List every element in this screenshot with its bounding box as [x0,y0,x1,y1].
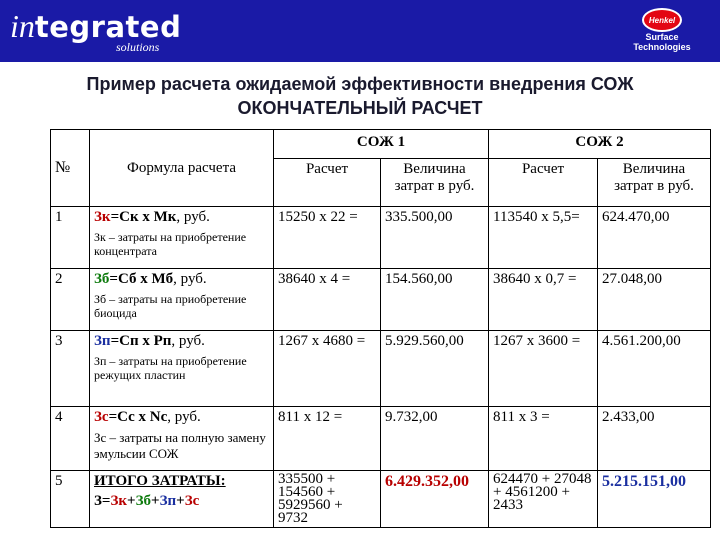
total-value-2: 5.215.151,00 [602,473,686,490]
calc-cell: 1267 х 4680 = [274,331,381,407]
total-formula-k: Зк [110,493,128,509]
formula-right: =Сб х Мб [109,271,174,287]
formula [94,409,201,425]
formula-cell [90,269,274,331]
total-formula-z: З= [94,493,111,509]
formula-unit: , руб. [176,209,210,225]
sub-value-1: Величина затрат в руб. [381,159,489,207]
title-line-1: Пример расчета ожидаемой эффективности внедрения СОЖ [86,74,634,94]
total-formula-plus-1: + [127,493,136,509]
formula-left: Зб [94,271,110,287]
sub-value-2: Величина затрат в руб. [598,159,711,207]
value-cell: 27.048,00 [598,269,711,331]
col-number-header: № [51,130,90,207]
formula-note: Зб – затраты на приобретение биоцида [94,292,247,320]
formula-cell [90,407,274,471]
calc-cell: 15250 х 22 = [274,207,381,269]
logo-subtitle: solutions [116,40,160,54]
formula-note: Зк – затраты на приобретение концентрата [94,230,247,258]
total-formula-b: Зб [135,493,152,509]
calc-cell: 1267 х 3600 = [489,331,598,407]
col-formula-header: Формула расчета [90,130,274,207]
table-row [51,407,711,471]
row-number: 4 [51,407,90,471]
row-number: 5 [51,471,90,528]
formula [94,209,210,225]
calc-cell: 811 х 12 = [274,407,381,471]
row-number: 2 [51,269,90,331]
henkel-line-2: Technologies [633,42,691,52]
formula [94,271,207,287]
formula-right: =Сп х Рп [110,333,172,349]
title-line-2: ОКОНЧАТЕЛЬНЫЙ РАСЧЕТ [237,98,483,118]
henkel-line-1: Surface [645,32,679,42]
table-row [51,207,711,269]
formula-left: Зс [94,409,109,425]
total-row [51,471,711,528]
formula-cell [90,331,274,407]
value-cell: 154.560,00 [381,269,489,331]
henkel-logo [612,8,712,58]
row-number: 1 [51,207,90,269]
value-cell: 5.929.560,00 [381,331,489,407]
value-cell: 624.470,00 [598,207,711,269]
logo-in: in [10,8,35,44]
formula-cell [90,207,274,269]
formula-right: =Ск х Мк [110,209,177,225]
formula-right: =Сс х Nс [108,409,168,425]
table-row [51,269,711,331]
logo-tegrated: tegrated [34,10,182,44]
formula-note: Зп – затраты на приобретение режущих пластин [94,354,247,382]
formula-unit: , руб. [173,271,207,287]
sub-calc-1: Расчет [274,159,381,207]
header-bar [0,0,720,62]
header-row-1 [51,130,711,159]
total-label: ИТОГО ЗАТРАТЫ: [94,473,226,489]
total-formula-cell [90,471,274,528]
total-formula-s: Зс [184,493,200,509]
formula-left: Зк [94,209,111,225]
total-calc-2: 624470 + 27048 + 4561200 + 2433 [489,471,598,528]
henkel-oval: Henkel [642,8,682,32]
table-row [51,331,711,407]
formula-unit: , руб. [171,333,205,349]
group-sozh2-header: СОЖ 2 [489,130,711,159]
page-title [0,72,720,120]
total-value-1: 6.429.352,00 [385,473,469,490]
value-cell: 335.500,00 [381,207,489,269]
total-formula-plus-3: + [176,493,185,509]
total-formula-p: Зп [159,493,177,509]
formula-left: Зп [94,333,111,349]
calc-cell: 38640 х 4 = [274,269,381,331]
group-sozh1-header: СОЖ 1 [274,130,489,159]
formula [94,333,205,349]
calc-cell: 38640 х 0,7 = [489,269,598,331]
value-cell: 4.561.200,00 [598,331,711,407]
value-cell: 9.732,00 [381,407,489,471]
value-cell: 2.433,00 [598,407,711,471]
row-number: 3 [51,331,90,407]
formula-note: Зс – затраты на полную замену эмульсии СОЖ [94,430,266,461]
calculation-table [50,129,711,528]
total-value-2-cell [598,471,711,528]
formula-unit: , руб. [167,409,201,425]
calc-cell: 811 х 3 = [489,407,598,471]
total-formula-plus-2: + [151,493,160,509]
total-value-1-cell [381,471,489,528]
total-calc-1: 335500 + 154560 + 5929560 + 9732 [274,471,381,528]
sub-calc-2: Расчет [489,159,598,207]
total-formula [94,493,269,510]
calc-cell: 113540 х 5,5= [489,207,598,269]
